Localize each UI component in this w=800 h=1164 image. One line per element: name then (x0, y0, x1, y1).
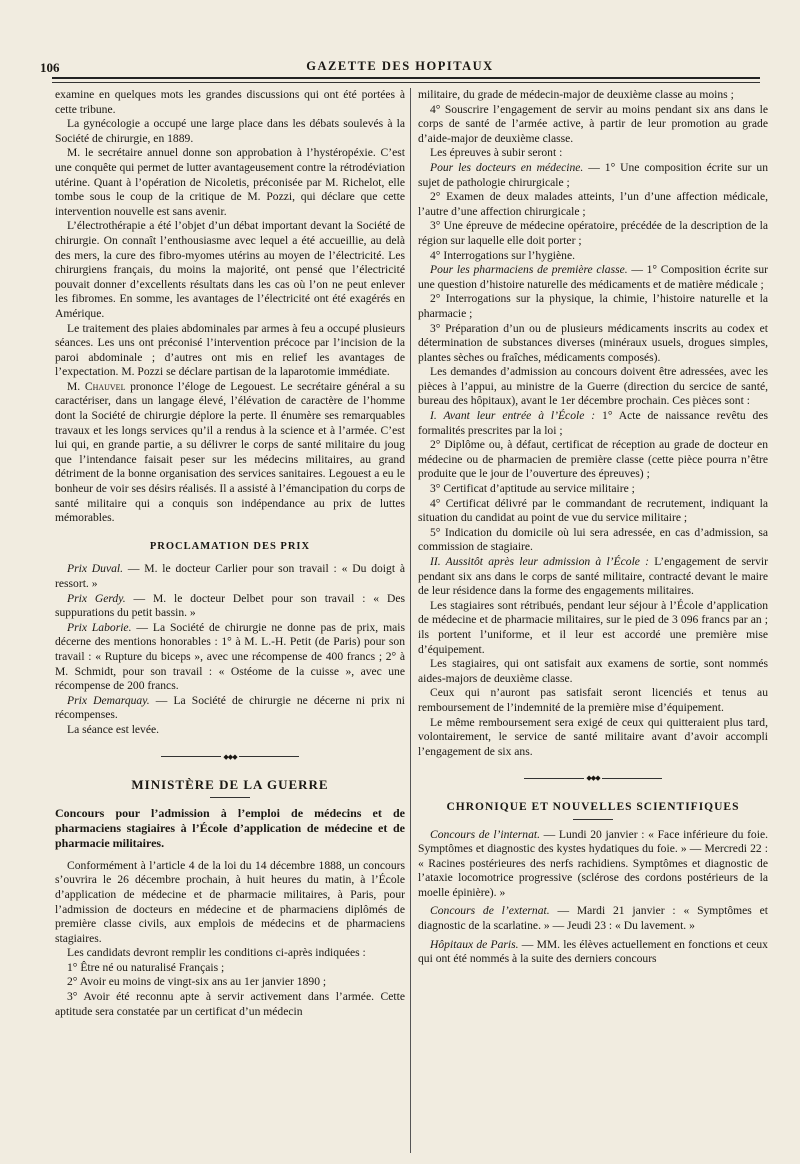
paragraph: 3° Certificat d’aptitude au service militaire ; (430, 482, 635, 496)
right-column (418, 88, 768, 967)
prize-entry (55, 592, 405, 621)
paragraph-text: L’engagement de servir pendant six ans dans le corps de santé militaire, contracté devant le maire de leur résidence dans la forme des engagements militaires. (418, 555, 768, 598)
news-item (418, 904, 768, 933)
paragraph: examine en quelques mots les grandes discussions qui ont été portées à cette tribune. (55, 88, 405, 116)
italic-label: II. Aussitôt après leur admission à l’École : (430, 555, 650, 568)
italic-label: Pour les pharmaciens de première classe. (430, 263, 628, 277)
paragraph: 2° Interrogations sur la physique, la chimie, l’histoire naturelle et la pharmacie ; (418, 292, 768, 320)
paragraph: Les candidats devront remplir les conditions ci-après indiquées : (67, 946, 366, 960)
paragraph (418, 161, 768, 190)
paragraph (418, 409, 768, 438)
paragraph: 3° Préparation d’un ou de plusieurs médicaments inscrits au codex et détermination de substances diverses (minéraux usuels, drogues simples, plantes sèches ou fraîches, médicaments composés). (418, 321, 768, 364)
prize-label: Prix Demarquay. (67, 693, 150, 707)
page-number: 106 (40, 60, 60, 75)
paragraph: La séance est levée. (67, 722, 160, 736)
paragraph-text: — 1° Une composition écrite sur un sujet de pathologie chirurgicale ; (418, 160, 768, 189)
paragraph: 3° Une épreuve de médecine opératoire, précédée de la description de la région sur laquelle elle doit porter ; (418, 219, 768, 247)
left-column (55, 88, 405, 1019)
italic-label: I. Avant leur entrée à l’École : (430, 409, 596, 423)
column-divider (410, 88, 411, 1153)
paragraph: La gynécologie a occupé une large place dans les débats soulevés à la Société de chirurgie, en 1889. (55, 117, 405, 145)
prize-entry (55, 562, 405, 591)
short-rule (573, 819, 613, 820)
paragraph: Les demandes d’admission au concours doivent être adressées, avec les pièces à l’appui, au ministre de la Guerre (direction du sercice de santé, bureau des hôpitaux), avant le 1er décembre prochain. Ces pièces sont : (418, 365, 768, 408)
paragraph: 2° Avoir eu moins de vingt-six ans au 1er janvier 1890 ; (67, 975, 327, 989)
paragraph: 4° Certificat délivré par le commandant de recrutement, indiquant la situation du candidat au point de vue du service militaire ; (418, 496, 768, 525)
news-text: — Mardi 21 janvier : « Symptômes et diagnostic de la scarlatine. » — Jeudi 23 : « Du lavement. » (418, 904, 769, 933)
section-title-ministere: MINISTÈRE DE LA GUERRE (131, 777, 329, 793)
concours-heading: Concours pour l’admission à l’emploi de médecins et de pharmaciens stagiaires à l’École d’application de médecine et de pharmacie militaires. (55, 805, 405, 850)
prize-label: Prix Gerdy. (67, 591, 126, 605)
paragraph: 3° Avoir été reconnu apte à servir activement dans l’armée. Cette aptitude sera constatée par un certificat d’un médecin (55, 990, 405, 1018)
news-text: — Lundi 20 janvier : « Face inférieure du foie. Symptômes et diagnostic des kystes hydatiques du foie. » — Mercredi 22 : « Racines postérieures des nerfs rachidiens. Symptômes et diagnostic de l’ataxie locomotrice progressive (sclérose des cordons postérieurs de la moelle épinière). » (418, 827, 768, 899)
prize-text: — M. le docteur Carlier pour son travail : « Du doigt à ressort. » (55, 562, 406, 590)
paragraph: 4° Interrogations sur l’hygiène. (430, 248, 576, 262)
prize-label: Prix Laborie. (67, 620, 132, 634)
running-title: GAZETTE DES HOPITAUX (306, 59, 494, 73)
paragraph: 1° Être né ou naturalisé Français ; (67, 960, 225, 974)
paragraph: Les épreuves à subir seront : (430, 146, 563, 160)
news-label: Concours de l’externat. (430, 904, 550, 918)
prize-entry (55, 621, 405, 694)
news-text: — MM. les élèves actuellement en fonctions et ceux qui ont été nommés à la suite des derniers concours (418, 937, 768, 966)
paragraph: 2° Diplôme ou, à défaut, certificat de réception au grade de docteur en médecine ou de pharmacien de première classe (cette pièce pourra n’être produite que le jour de l’ouverture des épreuves) ; (418, 438, 768, 481)
header-rule-thin (52, 82, 760, 83)
paragraph: Conformément à l’article 4 de la loi du 14 décembre 1888, un concours s’ouvrira le 26 décembre prochain, à huit heures du matin, à l’École d’application de médecine et de pharmacie militaires, à Paris, pour l’admission de docteurs en médecine et de pharmaciens diplômés de première classe civils, aux emplois de médecins et de pharmaciens stagiaires. (55, 858, 405, 945)
paragraph: 4° Souscrire l’engagement de servir au moins pendant six ans dans le corps de santé de l’armée active, à partir de leur promotion au grade d’aide-major de deuxième classe. (418, 102, 768, 145)
paragraph-text: — 1° Composition écrite sur une question d’histoire naturelle des médicaments et de matière médicale ; (418, 263, 768, 291)
separator-ornament: ◆◆◆ (55, 750, 405, 765)
news-label: Concours de l’internat. (430, 827, 541, 841)
paragraph: L’électrothérapie a été l’objet d’un débat important devant la Société de chirurgie. On connaît l’enthousiasme avec lequel a été accueillie, au delà des mers, la cure des fibro-myomes utérins au moyen de l’électricité. Les chirurgiens français, du moins la majorité, ont pensé que l’électricité pouvait donner d’excellents résultats dans les cas où l’on ne peut enlever les fibromes. En somme, les avantages de l’électricité ont été exagérés en Amérique. (55, 219, 405, 320)
section-title-chronique: CHRONIQUE ET NOUVELLES SCIENTIFIQUES (446, 800, 740, 813)
prize-label: Prix Duval. (67, 562, 124, 576)
paragraph (418, 555, 768, 599)
paragraph (55, 380, 405, 526)
paragraph: Le même remboursement sera exigé de ceux qui quitteraient plus tard, volontairement, le service de santé militaire avant d’avoir accompli l’engagement de six ans. (418, 715, 768, 758)
paragraph: 2° Examen de deux malades atteints, l’un d’une affection médicale, l’autre d’une affection chirurgicale ; (418, 190, 768, 218)
paragraph: M. le secrétaire annuel donne son approbation à l’hystéropéxie. C’est une conquête qui permet de lutter avantageusement contre la rétrodéviation utérine. Quant à l’opération de Nicoletis, préconisée par M. Richelot, elle tombe sous le coup de la critique de M. Pozzi, qui déclare que cette intervention nouvelle est sans avenir. (55, 146, 405, 218)
prize-text: — La Société de chirurgie ne décerne ni prix ni récompenses. (55, 693, 405, 722)
prize-entry (55, 694, 405, 723)
section-title-prix: PROCLAMATION DES PRIX (149, 540, 311, 552)
paragraph: Les stagiaires, qui ont satisfait aux examens de sortie, sont nommés aides-majors de deuxième classe. (418, 657, 768, 685)
paragraph: Les stagiaires sont rétribués, pendant leur séjour à l’École d’application de médecine et de pharmacie militaires, sur le pied de 3 096 francs par an ; ils portent l’uniforme, et il leur est accordé une première mise d’équipement. (418, 598, 768, 656)
paragraph-text: prononce l’éloge de Legouest. Le secrétaire général a su caractériser, dans un langage élevé, l’élévation de caractère de l’homme dont la Société de chirurgie déplore la perte. Il énumère ses remarquables travaux et les longs services qu’il a rendus à la science et à l’armée. C’est lui qui, en grande partie, a su délivrer le corps de santé militaire du joug que l’intendance faisait peser sur les médecins militaires, au grand détriment de la bonne organisation des services sanitaires. Legouest a eu le bonheur de voir ses désirs réalisés. Il a assisté à l’émancipation du corps de santé militaire qui a conquis son indépendance au prix de luttes mémorables. (55, 379, 405, 525)
paragraph-text: 1° Acte de naissance revêtu des formalités prescrites par la loi ; (418, 409, 768, 437)
news-item (418, 828, 768, 901)
paragraph (418, 263, 768, 292)
short-rule (210, 797, 250, 798)
header-rule-thick (52, 77, 760, 79)
prize-text: — La Société de chirurgie ne donne pas de prix, mais décerne des mentions honorables : 1° à M. L.-H. Petit (de Paris) pour son travail : « Rupture du biceps », avec une récompense de 400 francs ; 2° à M. Schmidt, pour son travail : « Ostéome de la cuisse », avec une récompense de 200 francs. (55, 620, 405, 693)
prize-text: — M. le docteur Delbet pour son travail : « Des suppurations du petit bassin. » (55, 591, 405, 620)
separator-ornament: ◆◆◆ (418, 771, 768, 786)
paragraph: Le traitement des plaies abdominales par armes à feu a occupé plusieurs séances. Les uns ont préconisé l’intervention précoce par l’incision de la paroi abdominale ; d’autres ont mis en relief les avantages de l’expectation. M. Pozzi se déclare partisan de la laparotomie immédiate. (55, 321, 405, 379)
news-label: Hôpitaux de Paris. (430, 937, 519, 951)
news-item (418, 938, 768, 967)
speaker-name: M. Chauvel (67, 379, 126, 393)
paragraph: 5° Indication du domicile où lui sera adressée, en cas d’admission, sa commission de stagiaire. (418, 525, 768, 554)
paragraph: militaire, du grade de médecin-major de deuxième classe au moins ; (418, 88, 734, 101)
paragraph: Ceux qui n’auront pas satisfait seront licenciés et tenus au remboursement de l’indemnité de la première mise d’équipement. (418, 686, 768, 714)
italic-label: Pour les docteurs en médecine. (430, 160, 584, 174)
